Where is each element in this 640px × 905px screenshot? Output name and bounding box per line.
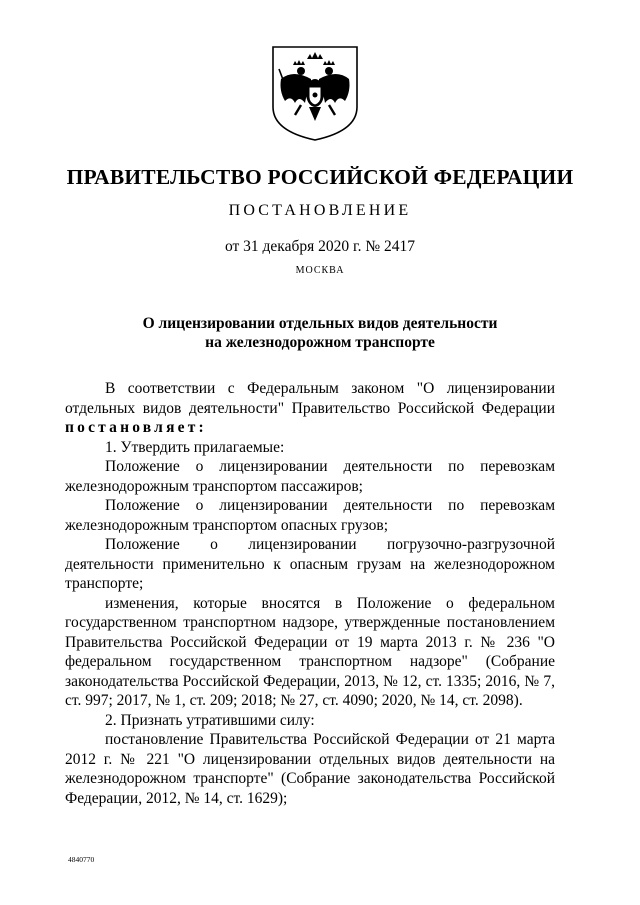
title-line-2: на железнодорожном транспорте <box>205 334 435 351</box>
clause-1-heading: 1. Утвердить прилагаемые: <box>105 438 285 456</box>
clause-1-item-loading: Положение о лицензировании погрузочно-разгрузочной деятельности применительно к опасным грузам на железнодорожном транспорте; <box>65 536 555 592</box>
document-city: МОСКВА <box>295 265 345 276</box>
clause-2-heading: 2. Признать утратившими силу: <box>105 711 315 729</box>
russian-coat-of-arms-icon <box>271 45 359 142</box>
document-type: ПОСТАНОВЛЕНИЕ <box>228 202 412 219</box>
document-title <box>0 314 640 352</box>
clause-1-item-passengers: Положение о лицензировании деятельности по перевозкам железнодорожным транспортом пассажиров; <box>65 458 555 495</box>
preamble-text: В соответствии с Федеральным законом "О лицензировании отдельных видов деятельности" Правительство Российской Федерации <box>65 380 555 417</box>
document-body <box>65 379 555 808</box>
document-code: 4840770 <box>68 855 95 864</box>
clause-1-item-dangerous-goods: Положение о лицензировании деятельности по перевозкам железнодорожным транспортом опасных грузов; <box>65 497 555 534</box>
title-line-1: О лицензировании отдельных видов деятельности <box>142 315 498 332</box>
clause-1-item-amendments: изменения, которые вносятся в Положение о федеральном государственном транспортном надзоре, утвержденные постановлением Правительства Российской Федерации от 19 марта 2013 г. № 236 "О федеральном государственном транспортном надзоре" (Собрание законодательства Российской Федерации, 2013, № 12, ст. 1335; 2016, № 7, ст. 997; 2017, № 1, ст. 209; 2018; № 27, ст. 4090; 2020, № 14, ст. 2098). <box>65 594 555 709</box>
document-date-number: от 31 декабря 2020 г. № 2417 <box>224 238 416 255</box>
resolves-keyword: постановляет: <box>65 419 207 436</box>
preamble-paragraph <box>65 379 555 438</box>
organization-name: ПРАВИТЕЛЬСТВО РОССИЙСКОЙ ФЕДЕРАЦИИ <box>66 165 574 189</box>
clause-2-item-repealed: постановление Правительства Российской Федерации от 21 марта 2012 г. № 221 "О лицензировании отдельных видов деятельности на железнодорожном транспорте" (Собрание законодательства Российской Федерации, 2012, № 14, ст. 1629); <box>65 731 555 807</box>
